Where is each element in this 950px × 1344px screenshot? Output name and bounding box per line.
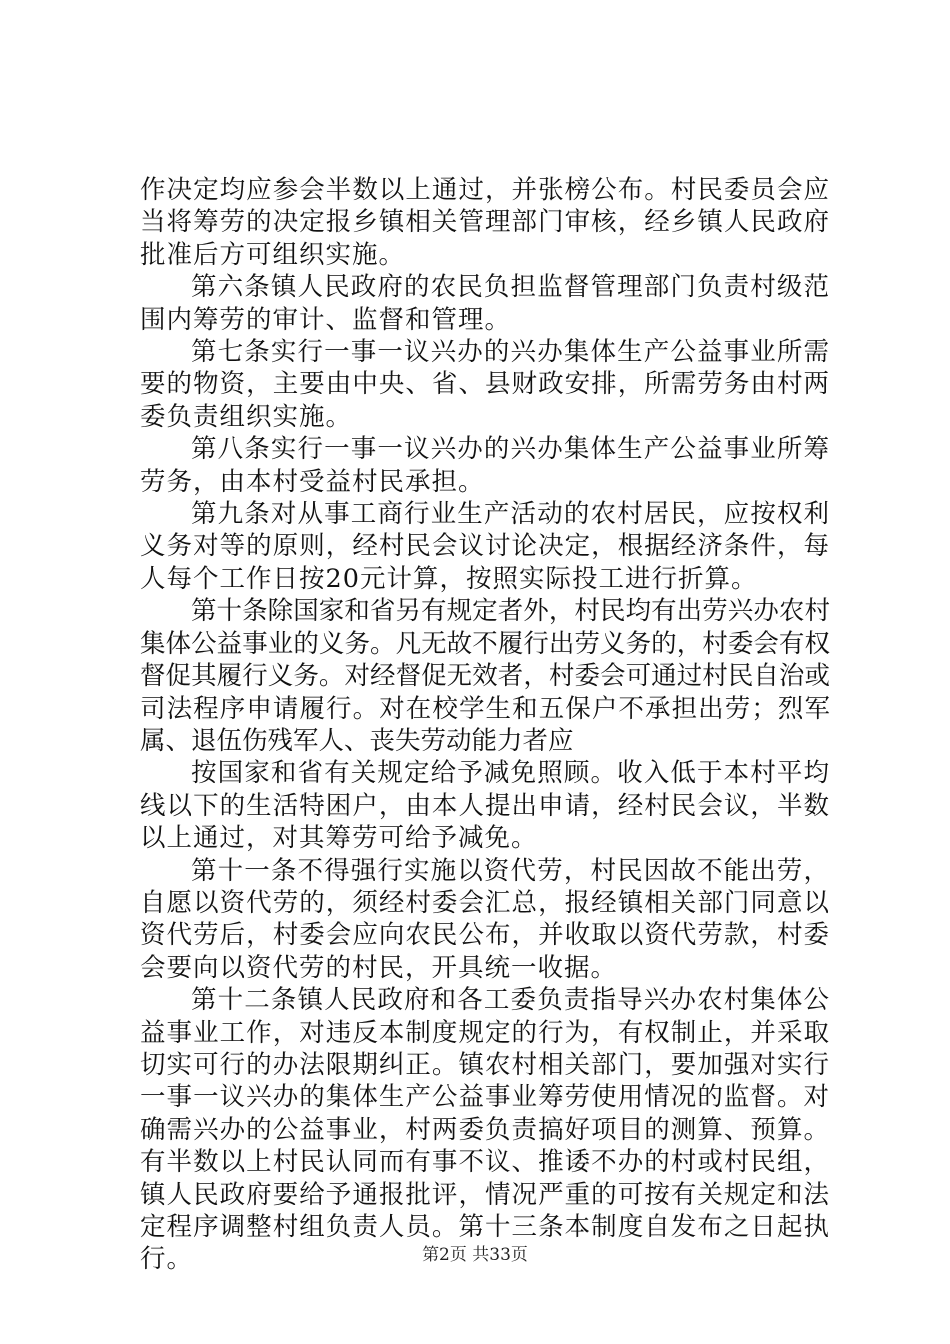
paragraph-article-11: 第十一条不得强行实施以资代劳，村民因故不能出劳，自愿以资代劳的，须经村委会汇总，报经镇相关部门同意以资代劳后，村委会应向农民公布，并收取以资代劳款，村委会要向以资代劳的村民，开具统一收据。 [140, 855, 830, 983]
paragraph-article-8: 第八条实行一事一议兴办的兴办集体生产公益事业所筹劳务，由本村受益村民承担。 [140, 434, 830, 497]
paragraph-article-9: 第九条对从事工商行业生产活动的农村居民，应按权利义务对等的原则，经村民会议讨论决定，根据经济条件，每人每个工作日按20元计算，按照实际投工进行折算。 [140, 499, 830, 594]
page-number-footer: 第2页 共33页 [422, 1245, 528, 1265]
paragraph-article-6: 第六条镇人民政府的农民负担监督管理部门负责村级范围内筹劳的审计、监督和管理。 [140, 272, 830, 335]
paragraph-article-7: 第七条实行一事一议兴办的兴办集体生产公益事业所需要的物资，主要由中央、省、县财政安排，所需劳务由村两委负责组织实施。 [140, 337, 830, 432]
paragraph-article-10-continued: 按国家和省有关规定给予减免照顾。收入低于本村平均线以下的生活特困户，由本人提出申请，经村民会议，半数以上通过，对其筹劳可给予减免。 [140, 758, 830, 854]
paragraph-article-10: 第十条除国家和省另有规定者外，村民均有出劳兴办农村集体公益事业的义务。凡无故不履行出劳义务的，村委会有权督促其履行义务。对经督促无效者，村委会可通过村民自治或司法程序申请履行。对在校学生和五保户不承担出劳；烈军属、退伍伤残军人、丧失劳动能力者应 [140, 596, 830, 756]
paragraph-continuation: 作决定均应参会半数以上通过，并张榜公布。村民委员会应当将筹劳的决定报乡镇相关管理部门审核，经乡镇人民政府批准后方可组织实施。 [140, 175, 830, 270]
paragraph-article-12-13: 第十二条镇人民政府和各工委负责指导兴办农村集体公益事业工作，对违反本制度规定的行为，有权制止，并采取切实可行的办法限期纠正。镇农村相关部门，要加强对实行一事一议兴办的集体生产公益事业筹劳使用情况的监督。对确需兴办的公益事业，村两委负责搞好项目的测算、预算。有半数以上村民认同而有事不议、推诿不办的村或村民组，镇人民政府要给予通报批评，情况严重的可按有关规定和法定程序调整村组负责人员。第十三条本制度自发布之日起执行。 [140, 985, 830, 1275]
document-body [140, 174, 830, 1276]
